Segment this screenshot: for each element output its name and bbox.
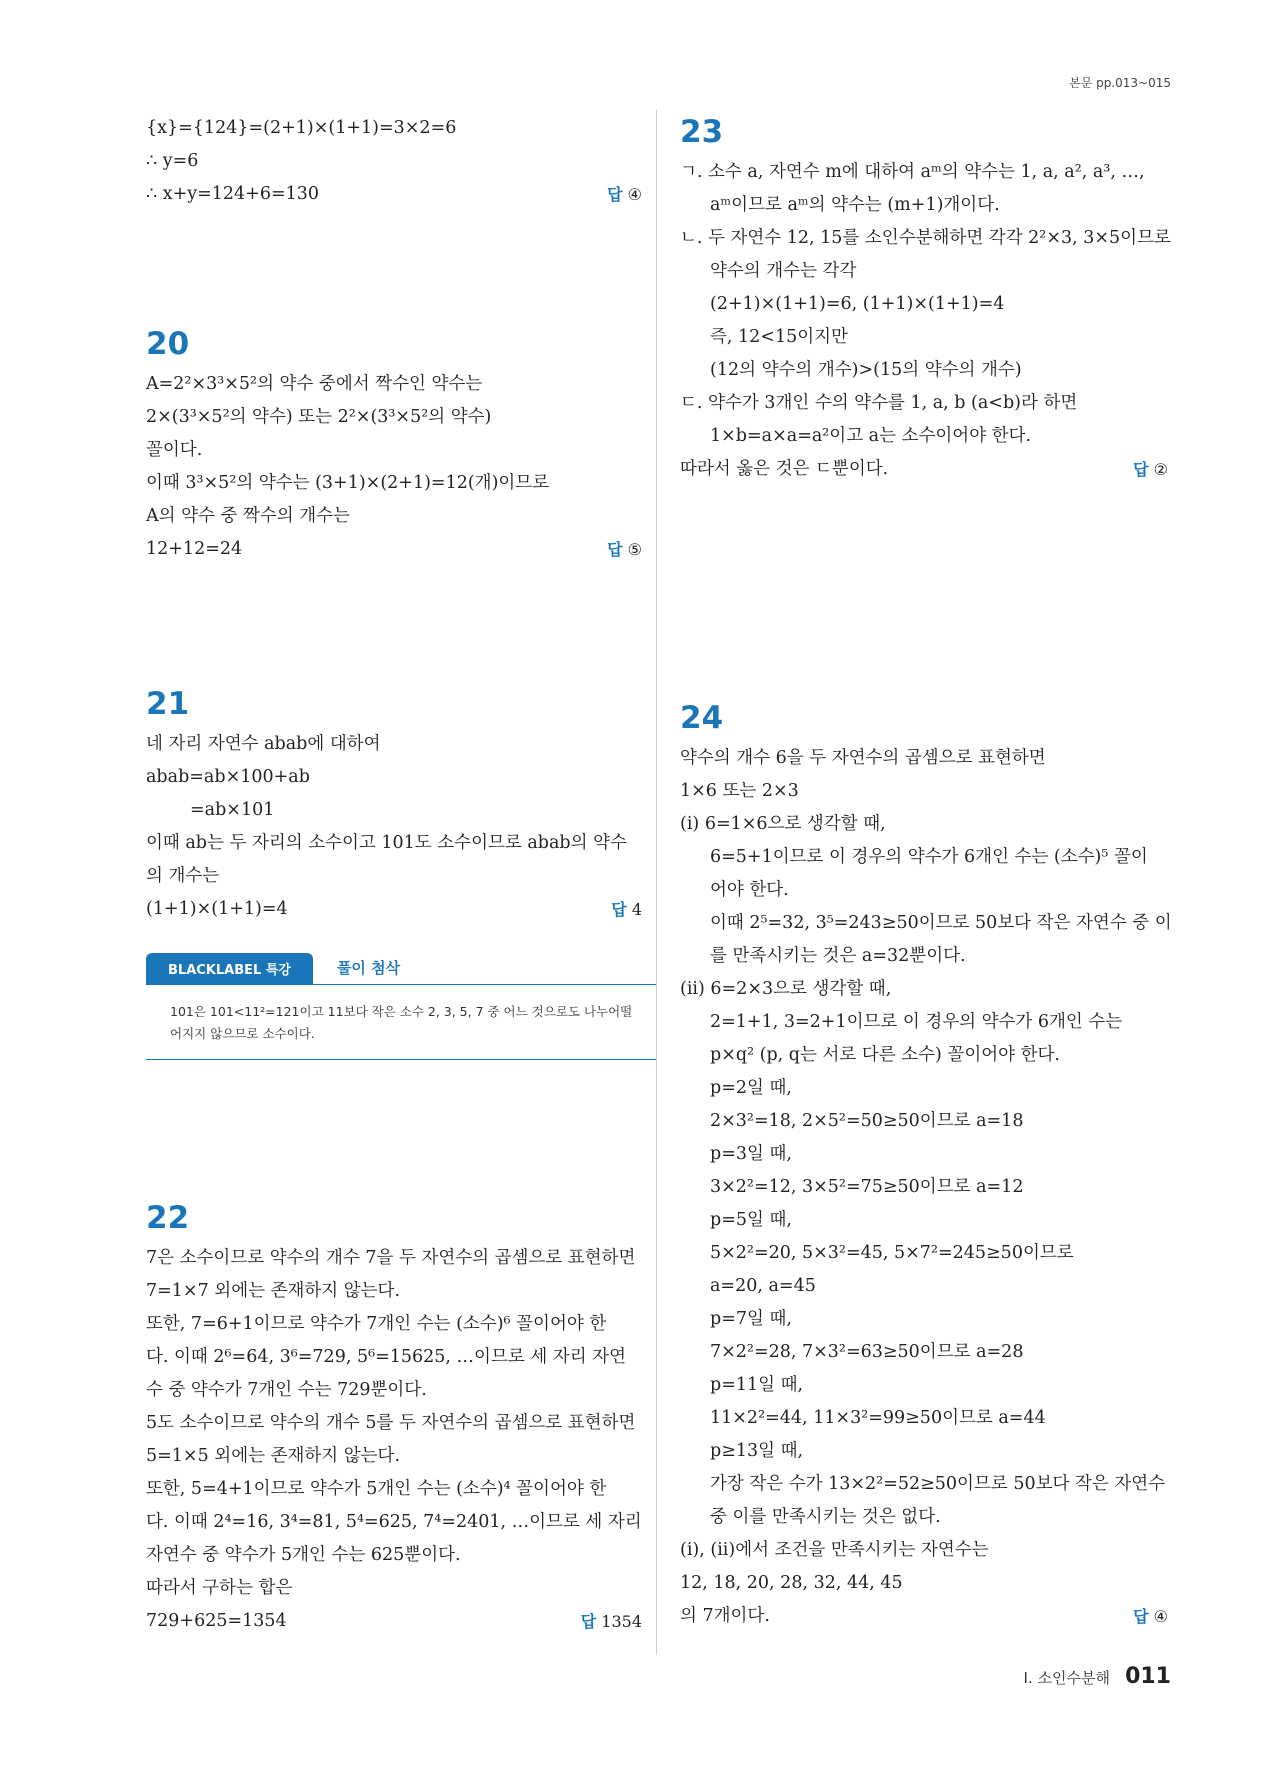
page-header: 본문 pp.013~015 [1069, 76, 1171, 90]
solution-21 [146, 684, 642, 926]
text-line: A=2²×3³×5²의 약수 중에서 짝수인 약수는 [146, 374, 483, 394]
solution-23 [680, 112, 1171, 486]
text-line: 6=5+1이므로 이 경우의 약수가 6개인 수는 (소수)⁵ 꼴이 [710, 847, 1148, 867]
answer: 답 ⑤ [607, 540, 642, 559]
text-line: 3×2²=12, 3×5²=75≥50이므로 a=12 [710, 1177, 1024, 1197]
text-line: 수 중 약수가 7개인 수는 729뿐이다. [146, 1380, 427, 1400]
text-line: 네 자리 자연수 abab에 대하여 [146, 734, 381, 754]
text-line: 2×3²=18, 2×5²=50≥50이므로 a=18 [710, 1111, 1024, 1131]
text-line: p=2일 때, [710, 1078, 792, 1098]
answer: 답 ② [1133, 460, 1168, 479]
text-line: 5도 소수이므로 약수의 개수 5를 두 자연수의 곱셈으로 표현하면 [146, 1413, 636, 1433]
problem-number: 23 [680, 114, 724, 150]
text-line: p=5일 때, [710, 1210, 792, 1230]
text-line: 의 7개이다. 답 ④ [680, 1600, 1168, 1633]
problem-number: 21 [146, 686, 190, 722]
text-line: A의 약수 중 짝수의 개수는 [146, 506, 350, 526]
text-line: 5=1×5 외에는 존재하지 않는다. [146, 1446, 401, 1466]
text-line: 이때 3³×5²의 약수는 (3+1)×(2+1)=12(개)이므로 [146, 473, 550, 493]
text-line: ㄷ. 약수가 3개인 수의 약수를 1, a, b (a<b)라 하면 [680, 393, 1078, 413]
chapter-label: Ⅰ. 소인수분해 [1023, 1669, 1110, 1687]
solution-19-tail [146, 112, 642, 211]
text-line: 약수의 개수 6을 두 자연수의 곱셈으로 표현하면 [680, 748, 1046, 768]
text-line: 꼴이다. [146, 440, 203, 460]
text-line: (2+1)×(1+1)=6, (1+1)×(1+1)=4 [710, 294, 1005, 314]
text-line: 이때 ab는 두 자리의 소수이고 101도 소수이므로 abab의 약수 [146, 833, 627, 853]
text-line: (ii) 6=2×3으로 생각할 때, [680, 979, 892, 999]
text-line: (i), (ii)에서 조건을 만족시키는 자연수는 [680, 1540, 989, 1560]
text-line: 또한, 7=6+1이므로 약수가 7개인 수는 (소수)⁶ 꼴이어야 한 [146, 1314, 607, 1334]
blacklabel-tag: BLACKLABEL 특강 [146, 953, 313, 984]
text-line: 11×2²=44, 11×3²=99≥50이므로 a=44 [710, 1408, 1046, 1428]
page-footer [1024, 1664, 1171, 1689]
problem-number: 24 [680, 700, 724, 736]
text-line: 다. 이때 2⁴=16, 3⁴=81, 5⁴=625, 7⁴=2401, …이므로 세 자리 [146, 1512, 642, 1532]
text-line: ㄱ. 소수 a, 자연수 m에 대하여 aᵐ의 약수는 1, a, a², a³, …, [680, 162, 1145, 182]
solution-24 [680, 698, 1172, 1633]
text-line: 약수의 개수는 각각 [710, 261, 857, 281]
text-line: a=20, a=45 [710, 1276, 816, 1296]
text-line: aᵐ이므로 aᵐ의 약수는 (m+1)개이다. [710, 195, 1000, 215]
text-line: 5×2²=20, 5×3²=45, 5×7²=245≥50이므로 [710, 1243, 1074, 1263]
text-line: 2×(3³×5²의 약수) 또는 2²×(3³×5²의 약수) [146, 407, 492, 427]
text-line: 자연수 중 약수가 5개인 수는 625뿐이다. [146, 1545, 461, 1565]
text-line: 12+12=24 답 ⑤ [146, 533, 642, 566]
text-line: (1+1)×(1+1)=4 답 4 [146, 893, 642, 926]
text-line: p=3일 때, [710, 1144, 792, 1164]
text-line: 2=1+1, 3=2+1이므로 이 경우의 약수가 6개인 수는 [710, 1012, 1123, 1032]
text-line: (i) 6=1×6으로 생각할 때, [680, 814, 886, 834]
text-line: 1×b=a×a=a²이고 a는 소수이어야 한다. [710, 426, 1032, 446]
text-line: 가장 작은 수가 13×2²=52≥50이므로 50보다 작은 자연수 [710, 1474, 1166, 1494]
page-number: 011 [1125, 1664, 1171, 1689]
text-line: 729+625=1354 답 1354 [146, 1605, 642, 1638]
blacklabel-header [146, 954, 656, 985]
text-line: p×q² (p, q는 서로 다른 소수) 꼴이어야 한다. [710, 1045, 1060, 1065]
text-line: p=11일 때, [710, 1375, 804, 1395]
text-line: 7=1×7 외에는 존재하지 않는다. [146, 1281, 401, 1301]
text-line: p≥13일 때, [710, 1441, 804, 1461]
text-line: 어야 한다. [710, 880, 789, 900]
text-line: 중 이를 만족시키는 것은 없다. [710, 1507, 941, 1527]
column-divider [656, 110, 657, 1655]
problem-number: 22 [146, 1200, 190, 1236]
answer: 답 1354 [580, 1612, 642, 1631]
text-line: abab=ab×100+ab [146, 767, 310, 787]
text-line: =ab×101 [190, 800, 275, 820]
problem-number: 20 [146, 326, 190, 362]
answer: 답 ④ [607, 185, 642, 204]
text-line: ∴ x+y=124+6=130 답 ④ [146, 178, 642, 211]
text-line: 즉, 12<15이지만 [710, 327, 848, 347]
answer: 답 ④ [1133, 1607, 1168, 1626]
text-line: {x}={124}=(2+1)×(1+1)=3×2=6 [146, 118, 457, 138]
blacklabel-title: 풀이 첨삭 [336, 959, 401, 977]
blacklabel-body [146, 985, 656, 1060]
solution-22 [146, 1198, 642, 1638]
text-line: ㄴ. 두 자연수 12, 15를 소인수분해하면 각각 2²×3, 3×5이므로 [680, 228, 1171, 248]
solution-20 [146, 324, 642, 566]
text-line: 의 개수는 [146, 866, 220, 886]
text-line: 12, 18, 20, 28, 32, 44, 45 [680, 1573, 903, 1593]
text-line: 이때 2⁵=32, 3⁵=243≥50이므로 50보다 작은 자연수 중 이 [710, 913, 1172, 933]
text-line: (12의 약수의 개수)>(15의 약수의 개수) [710, 360, 1022, 380]
blacklabel-box [146, 954, 656, 1060]
answer: 답 4 [611, 900, 642, 919]
text-line: 101은 101<11²=121이고 11보다 작은 소수 2, 3, 5, 7 중 어느 것으로도 나누어떨 [170, 1004, 633, 1019]
text-line: 7은 소수이므로 약수의 개수 7을 두 자연수의 곱셈으로 표현하면 [146, 1248, 636, 1268]
text-line: ∴ y=6 [146, 151, 199, 171]
text-line: p=7일 때, [710, 1309, 792, 1329]
text-line: 따라서 구하는 합은 [146, 1578, 293, 1598]
text-line: 다. 이때 2⁶=64, 3⁶=729, 5⁶=15625, …이므로 세 자리 자연 [146, 1347, 626, 1367]
text-line: 7×2²=28, 7×3²=63≥50이므로 a=28 [710, 1342, 1024, 1362]
text-line: 를 만족시키는 것은 a=32뿐이다. [710, 946, 966, 966]
text-line: 따라서 옳은 것은 ㄷ뿐이다. 답 ② [680, 453, 1168, 486]
text-line: 1×6 또는 2×3 [680, 781, 799, 801]
text-line: 어지지 않으므로 소수이다. [170, 1026, 315, 1041]
text-line: 또한, 5=4+1이므로 약수가 5개인 수는 (소수)⁴ 꼴이어야 한 [146, 1479, 607, 1499]
